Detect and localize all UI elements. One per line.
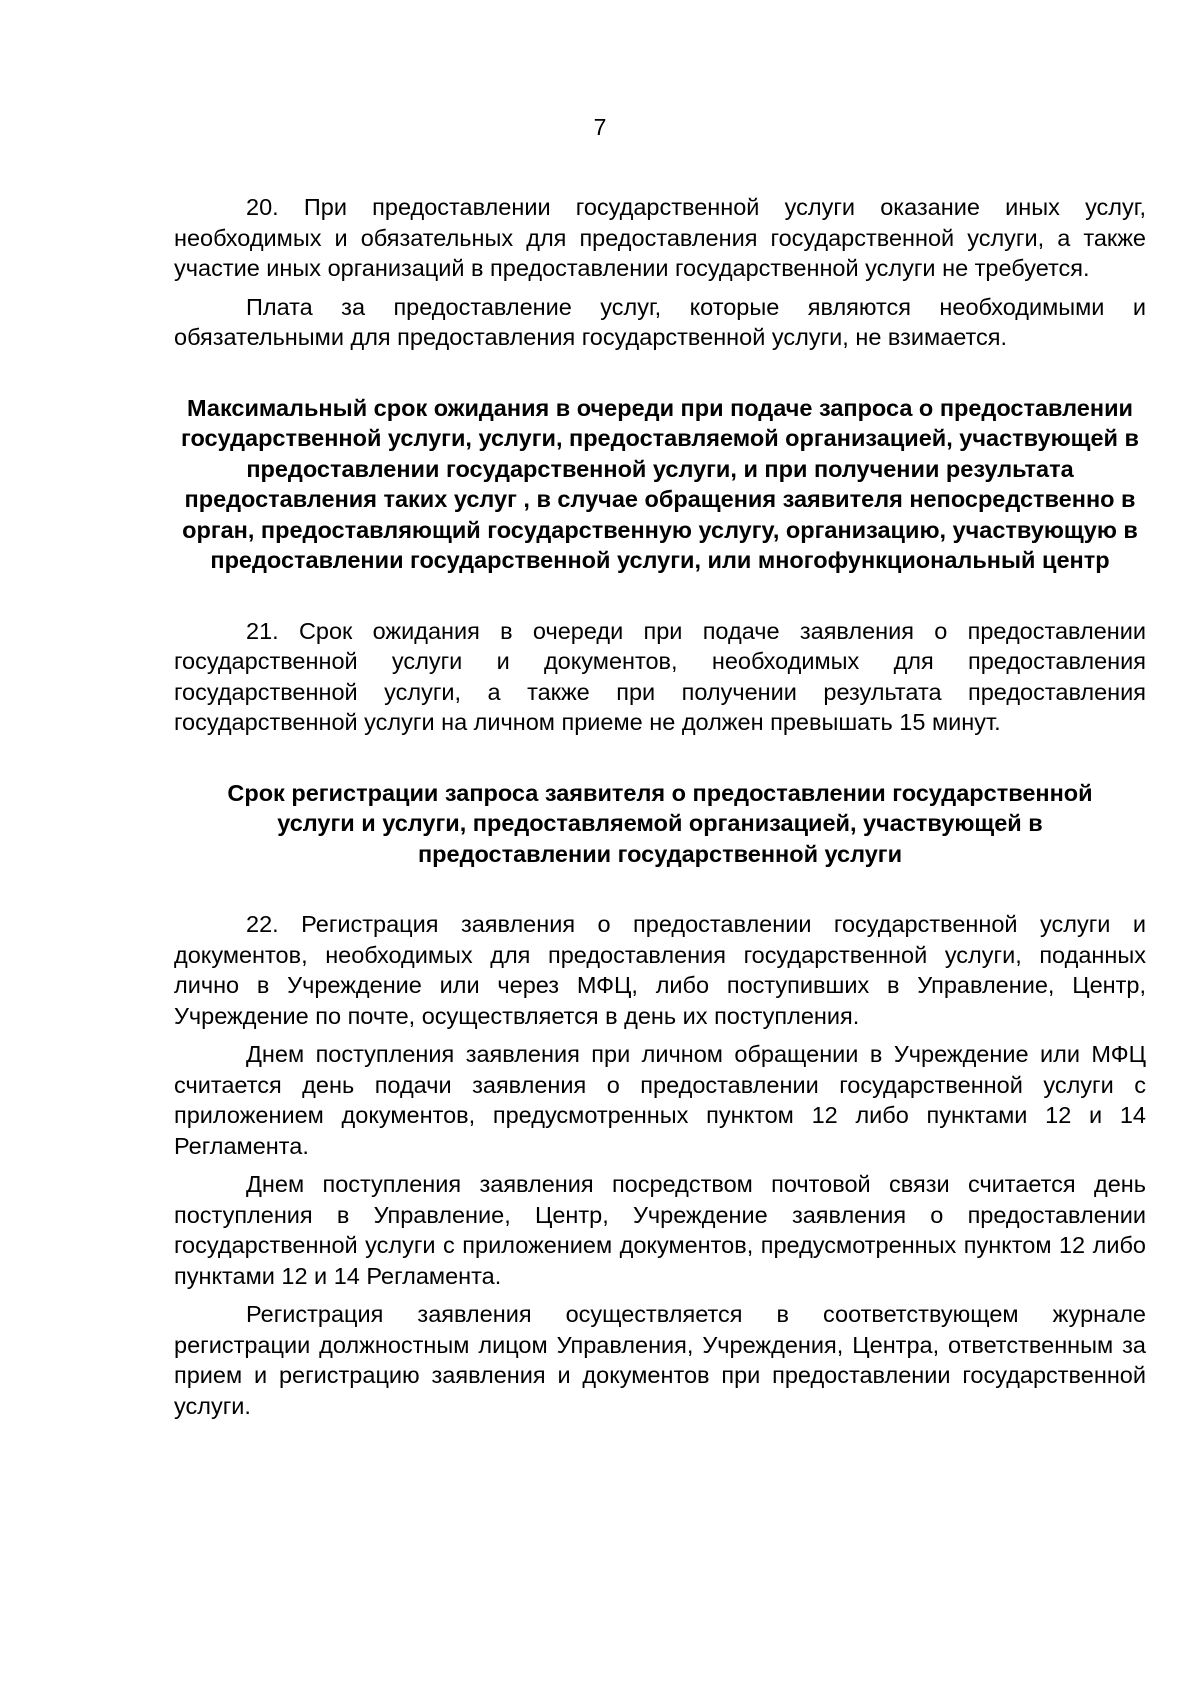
document-body	[174, 192, 1146, 1421]
paragraph-20-fee: Плата за предоставление услуг, которые являются необходимыми и обязательными для предоставления государственной услуги, не взимается.	[174, 293, 1146, 350]
paragraph-22-journal: Регистрация заявления осуществляется в соответствующем журнале регистрации должностным лицом Управления, Учреждения, Центра, ответственным за прием и регистрацию заявления и документов при предоставлении государственной услуги.	[174, 1301, 1146, 1419]
page-number: 7	[593, 114, 607, 140]
paragraph-22: 22. Регистрация заявления о предоставлении государственной услуги и документов, необходимых для предоставления государственной услуги, поданных лично в Учреждение или через МФЦ, либо поступивших в Управление, Центр, Учреждение по почте, осуществляется в день их поступления.	[174, 911, 1146, 1029]
paragraph-22-personal: Днем поступления заявления при личном обращении в Учреждение или МФЦ считается день подачи заявления о предоставлении государственной услуги с приложением документов, предусмотренных пунктом 12 либо пунктами 12 и 14 Регламента.	[174, 1041, 1146, 1159]
section-heading-registration-time: Срок регистрации запроса заявителя о предоставлении государственной услуги и услуги, предоставляемой организацией, участвующей в предоставлении государственной услуги	[227, 779, 1093, 867]
paragraph-20: 20. При предоставлении государственной услуги оказание иных услуг, необходимых и обязательных для предоставления государственной услуги, а также участие иных организаций в предоставлении государственной услуги не требуется.	[174, 194, 1146, 281]
paragraph-22-postal: Днем поступления заявления посредством почтовой связи считается день поступления в Управление, Центр, Учреждение заявления о предоставлении государственной услуги с приложением документов, предусмотренных пунктом 12 либо пунктами 12 и 14 Регламента.	[174, 1171, 1146, 1289]
paragraph-21: 21. Срок ожидания в очереди при подаче заявления о предоставлении государственной услуги и документов, необходимых для предоставления государственной услуги, а также при получении результата предоставления государственной услуги на личном приеме не должен превышать 15 минут.	[174, 617, 1146, 735]
section-heading-queue-time: Максимальный срок ожидания в очереди при подаче запроса о предоставлении государственной услуги, услуги, предоставляемой организацией, участвующей в предоставлении государственной услуги, и при получении результата предоставления таких услуг , в случае обращения заявителя непосредственно в орган, предоставляющий государственную услугу, организацию, участвующую в предоставлении государственной услуги, или многофункциональный центр	[181, 394, 1139, 573]
